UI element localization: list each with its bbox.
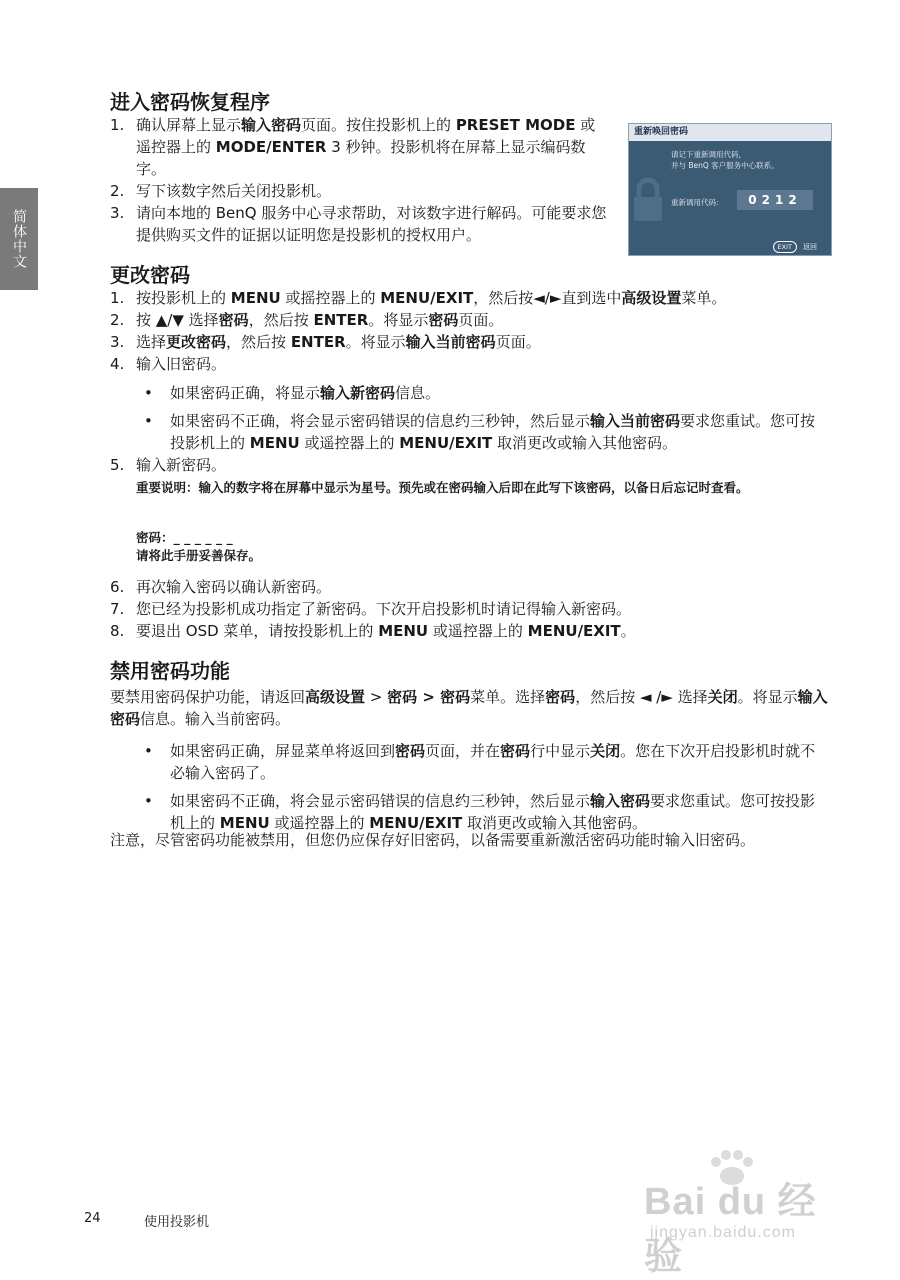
password-write-line: 密码：_ _ _ _ _ _ [136,530,233,545]
list-item: 1. 确认屏幕上显示输入密码页面。按住投影机上的 PRESET MODE 或遥控器上的 MODE/ENTER 3 秒钟。投影机将在屏幕上显示编码数字。 [110,116,596,178]
osd-message: 请记下重新调用代码， 并与 BenQ 客户服务中心联系。 [671,150,779,170]
section-title-change: 更改密码 [110,263,190,287]
disable-note: 注意，尽管密码功能被禁用，但您仍应保存好旧密码，以备需要重新激活密码功能时输入旧密码。 [110,831,756,849]
recover-steps [110,114,610,246]
list-item: 7. 您已经为投影机成功指定了新密码。下次开启投影机时请记得输入新密码。 [110,600,632,618]
osd-recall-code: 0212 [737,190,813,210]
list-item: 6. 再次输入密码以确认新密码。 [110,578,332,596]
osd-title: 重新唤回密码 [629,124,831,141]
disable-intro: 要禁用密码保护功能，请返回高级设置 > 密码 > 密码菜单。选择密码，然后按 ◄ /► 选择关闭。将显示输入密码信息。输入当前密码。 [110,688,828,728]
exit-key-icon: EXIT [773,241,797,253]
osd-recall-password-screen [628,123,832,256]
section-title-disable: 禁用密码功能 [110,659,230,683]
important-note: 重要说明：输入的数字将在屏幕中显示为星号。预先或在密码输入后即在此写下该密码，以备日后忘记时查看。 [136,480,749,495]
list-item: 3. 请向本地的 BenQ 服务中心寻求帮助，对该数字进行解码。可能要求您提供购买文件的证据以证明您是投影机的授权用户。 [110,204,607,244]
lock-icon [633,177,663,223]
section-title-recover: 进入密码恢复程序 [110,90,270,114]
list-item: 8. 要退出 OSD 菜单，请按投影机上的 MENU 或遥控器上的 MENU/EXIT。 [110,622,636,640]
old-password-bullets [142,382,822,460]
list-item: 4. 输入旧密码。 [110,355,227,373]
bullet-item: • 如果密码正确，将显示输入新密码信息。 [144,384,441,402]
language-tab-label: 简体中文 [11,209,27,269]
language-tab [0,188,38,290]
list-item: 1. 按投影机上的 MENU 或摇控器上的 MENU/EXIT，然后按◄/►直到选中高级设置菜单。 [110,289,727,307]
disable-bullets [142,740,827,840]
page-number: 24 [84,1211,101,1226]
list-item: 3. 选择更改密码，然后按 ENTER。将显示输入当前密码页面。 [110,333,541,351]
osd-back-label: 返回 [803,243,817,251]
osd-code-label: 重新调用代码： [671,198,724,207]
bullet-item: • 如果密码不正确，将会显示密码错误的信息约三秒钟，然后显示输入密码要求您重试。您可按投影机上的 MENU 或遥控器上的 MENU/EXIT 取消更改或输入其他密码。 [144,792,816,832]
list-item: 5. 输入新密码。 [110,456,227,474]
bullet-item: • 如果密码正确，屏显菜单将返回到密码页面，并在密码行中显示关闭。您在下次开启投影机时就不必输入密码了。 [144,742,816,782]
keep-manual-line: 请将此手册妥善保存。 [136,548,262,563]
list-item: 2. 按 ▲/▼ 选择密码，然后按 ENTER。将显示密码页面。 [110,311,504,329]
footer-title: 使用投影机 [144,1215,210,1230]
bullet-item: • 如果密码不正确，将会显示密码错误的信息约三秒钟，然后显示输入当前密码要求您重试。您可按投影机上的 MENU 或遥控器上的 MENU/EXIT 取消更改或输入其他密码。 [144,412,816,452]
change-steps [110,287,830,375]
baidu-watermark-logo: Bai du 经验 jingyan.baidu.com [638,1148,848,1248]
list-item: 2. 写下该数字然后关闭投影机。 [110,182,332,200]
